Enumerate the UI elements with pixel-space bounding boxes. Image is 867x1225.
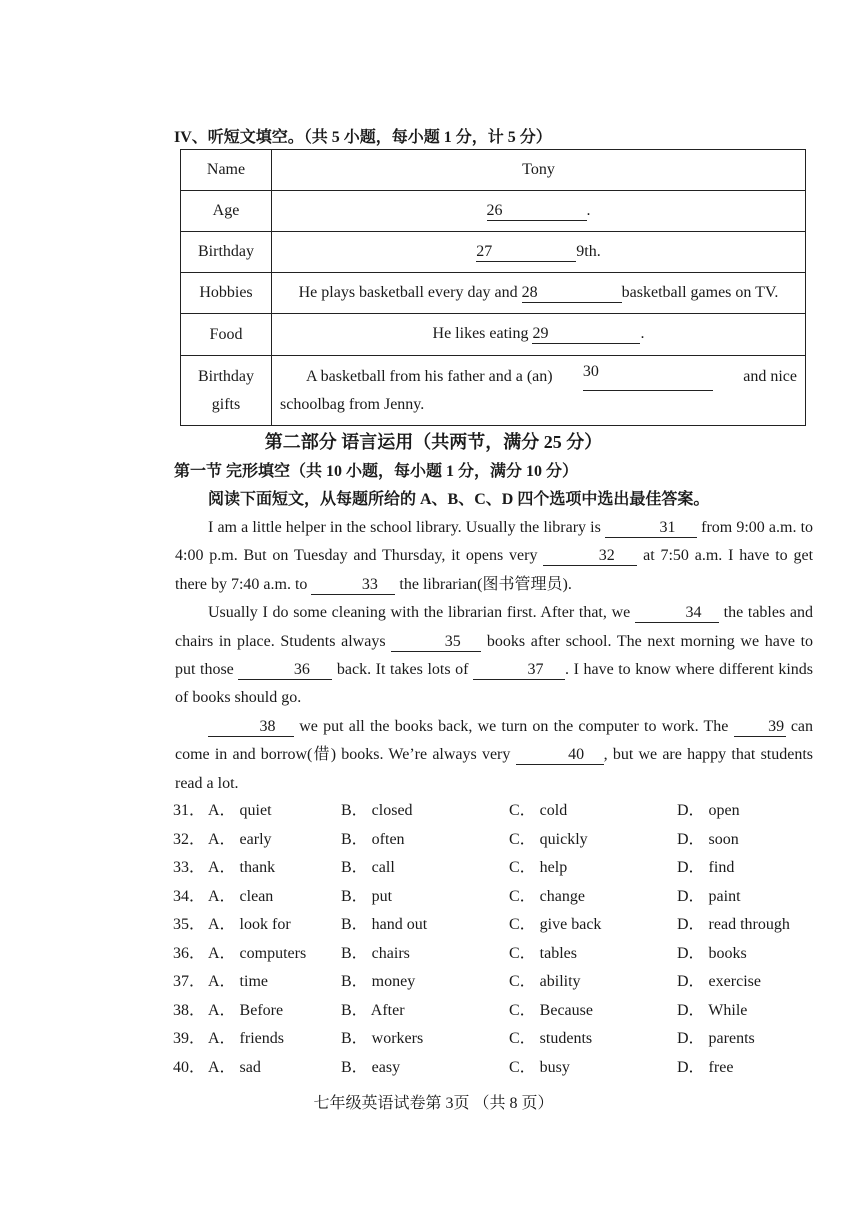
option-d[interactable]: D． books <box>677 944 747 962</box>
question-number: 31． <box>173 802 206 819</box>
instruction: 阅读下面短文，从每题所给的 A、B、C、D 四个选项中选出最佳答案。 <box>208 491 710 508</box>
blank-28[interactable]: 28 <box>522 284 622 303</box>
option-b[interactable]: B． put <box>341 887 393 905</box>
p2-text-a: Usually I do some cleaning with the librarian first. After that, we <box>208 604 631 622</box>
option-b[interactable]: B． After <box>341 1001 405 1019</box>
option-c[interactable]: C． change <box>509 887 585 905</box>
hobbies-before: He plays basketball every day and <box>298 283 518 301</box>
gifts-after: and nice <box>743 367 797 385</box>
p1-text-b: from 9:00 a.m. to 4:00 p.m. But on Tuesday and Thursday, it opens very <box>175 519 814 565</box>
blank-34[interactable]: 34 <box>635 604 719 623</box>
option-a[interactable]: A． thank <box>208 859 276 876</box>
hobbies-after: basketball games on TV. <box>621 283 779 301</box>
option-b[interactable]: B． workers <box>341 1030 424 1047</box>
p2-text-e: . I have to know where different kinds of books should go. <box>175 661 814 707</box>
section-iv-title: IV、听短文填空。（共 5 小题，每小题 1 分，计 5 分） <box>174 129 552 146</box>
option-c[interactable]: C． tables <box>509 944 577 962</box>
question-number: 33． <box>173 859 206 876</box>
blank-36[interactable]: 36 <box>238 661 332 680</box>
question-number: 40． <box>173 1058 206 1076</box>
page-footer: 七年级英语试卷第 3页 （共 8 页） <box>313 1095 554 1112</box>
gifts-before: A basketball from his father and a (an) <box>306 367 553 385</box>
gifts-cell <box>272 356 806 426</box>
p1-text-a: I am a little helper in the school library. Usually the library is <box>208 519 601 536</box>
option-c[interactable]: C． busy <box>509 1058 570 1076</box>
blank-35[interactable]: 35 <box>391 633 481 652</box>
food-after: . <box>640 325 645 342</box>
listening-table <box>180 149 806 426</box>
blank-30[interactable]: 30 <box>583 363 713 391</box>
option-d[interactable]: D． free <box>677 1058 734 1076</box>
age-after: . <box>586 201 591 219</box>
option-d[interactable]: D． open <box>677 802 740 819</box>
row-label-hobbies: Hobbies <box>181 273 272 314</box>
option-d[interactable]: D． While <box>677 1001 748 1019</box>
option-d[interactable]: D． parents <box>677 1030 755 1047</box>
question-number: 36． <box>173 944 206 962</box>
row-label-birthday: Birthday <box>181 232 272 273</box>
blank-31[interactable]: 31 <box>605 519 697 538</box>
gifts-label-line2: gifts <box>211 395 241 413</box>
option-b[interactable]: B． often <box>341 830 405 848</box>
option-c[interactable]: C． quickly <box>509 830 588 848</box>
option-a[interactable]: A． look for <box>208 916 291 933</box>
birthday-after: 9th. <box>576 242 601 260</box>
table-row <box>181 356 806 426</box>
option-a[interactable]: A． time <box>208 973 268 990</box>
table-row <box>181 273 806 314</box>
table-row <box>181 314 806 356</box>
gifts-line2: schoolbag from Jenny. <box>280 395 425 413</box>
blank-38[interactable]: 38 <box>208 718 294 737</box>
table-row <box>181 191 806 232</box>
option-b[interactable]: B． call <box>341 859 395 876</box>
option-b[interactable]: B． chairs <box>341 944 410 962</box>
option-d[interactable]: D． read through <box>677 916 790 933</box>
option-c[interactable]: C． cold <box>509 802 568 819</box>
question-number: 39． <box>173 1030 206 1047</box>
blank-32[interactable]: 32 <box>543 547 637 566</box>
age-cell <box>272 191 806 232</box>
option-c[interactable]: C． help <box>509 859 568 876</box>
p1-text-c: at 7:50 a.m. I have to get there by 7:40 a.m. to <box>175 547 814 593</box>
question-number: 35． <box>173 916 206 933</box>
option-d[interactable]: D． soon <box>677 830 739 848</box>
blank-39[interactable]: 39 <box>734 718 786 737</box>
option-b[interactable]: B． closed <box>341 802 413 819</box>
option-a[interactable]: A． sad <box>208 1058 261 1076</box>
option-a[interactable]: A． Before <box>208 1001 284 1019</box>
blank-40[interactable]: 40 <box>516 746 604 765</box>
cloze-passage <box>175 514 813 798</box>
p1-text-d: the librarian(图书管理员). <box>399 575 572 593</box>
option-d[interactable]: D． exercise <box>677 973 761 990</box>
option-a[interactable]: A． early <box>208 830 272 848</box>
option-a[interactable]: A． clean <box>208 887 274 905</box>
option-d[interactable]: D． paint <box>677 887 741 905</box>
gifts-line1 <box>280 363 797 391</box>
row-label-food: Food <box>181 314 272 356</box>
food-cell <box>272 314 806 356</box>
gifts-label-line1: Birthday <box>198 367 254 385</box>
blank-26[interactable]: 26 <box>487 202 587 221</box>
row-label-age: Age <box>181 191 272 232</box>
option-c[interactable]: C． ability <box>509 973 581 990</box>
table-row <box>181 150 806 191</box>
paragraph-3 <box>175 713 813 798</box>
question-number: 38． <box>173 1001 206 1019</box>
question-number: 34． <box>173 887 206 905</box>
p2-text-b: the tables and chairs in place. Students always <box>175 604 814 650</box>
hobbies-cell <box>272 273 806 314</box>
option-d[interactable]: D． find <box>677 859 735 876</box>
row-label-name: Name <box>181 150 272 191</box>
section-one-title: 第一节 完形填空（共 10 小题，每小题 1 分，满分 10 分） <box>174 463 579 480</box>
option-a[interactable]: A． friends <box>208 1030 284 1047</box>
blank-33[interactable]: 33 <box>311 576 395 595</box>
blank-37[interactable]: 37 <box>473 661 565 680</box>
option-b[interactable]: B． hand out <box>341 916 428 933</box>
option-c[interactable]: C． give back <box>509 916 602 933</box>
p2-text-d: back. It takes lots of <box>336 661 469 679</box>
p2-text-c: books after school. The next morning we have to put those <box>175 632 814 679</box>
part-two-title: 第二部分 语言运用（共两节，满分 25 分） <box>264 432 603 452</box>
blank-29[interactable]: 29 <box>532 325 640 344</box>
paragraph-1 <box>175 514 813 599</box>
p3-text-a: we put all the books back, we turn on the computer to work. The <box>299 717 729 735</box>
option-c[interactable]: C． Because <box>509 1001 593 1019</box>
birthday-cell <box>272 232 806 273</box>
p3-text-c: , but we are happy that students read a lot. <box>175 746 814 792</box>
name-value: Tony <box>272 150 806 191</box>
option-b[interactable]: B． money <box>341 973 416 990</box>
p3-text-b: can come in and borrow(借) books. We’re always very <box>175 717 814 764</box>
paragraph-2 <box>175 599 813 713</box>
option-b[interactable]: B． easy <box>341 1058 401 1076</box>
question-number: 32． <box>173 830 206 848</box>
table-row <box>181 232 806 273</box>
option-a[interactable]: A． computers <box>208 944 307 962</box>
blank-27[interactable]: 27 <box>476 243 576 262</box>
row-label-gifts <box>181 356 272 426</box>
food-before: He likes eating <box>432 325 529 342</box>
option-c[interactable]: C． students <box>509 1030 593 1047</box>
question-number: 37． <box>173 973 206 990</box>
option-a[interactable]: A． quiet <box>208 802 272 819</box>
